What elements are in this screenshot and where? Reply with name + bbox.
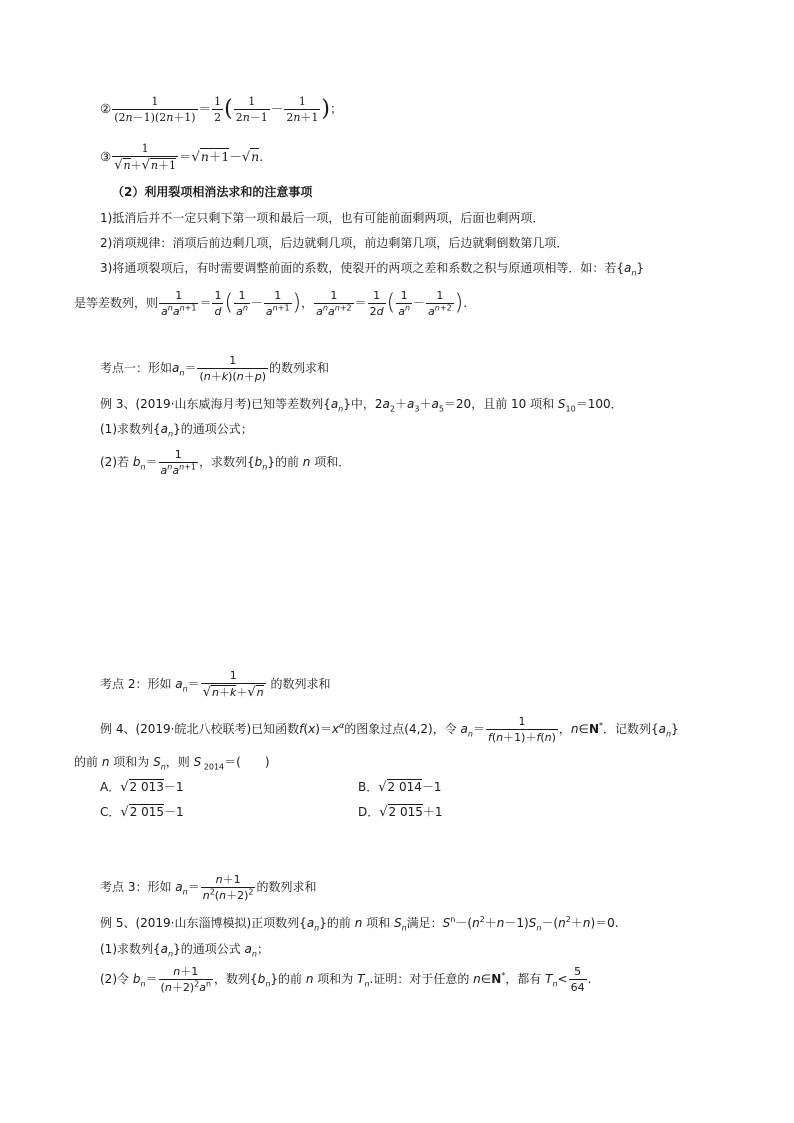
kaodian-2: 考点 2：形如 $a_n=$ $\frac{1}{√n+k+√n}$ 的数列求和: [100, 669, 331, 700]
kaodian-1: 考点一：形如$a_n=$ $\frac{1}{(n+k)(n+p)}$ 的数列求和: [100, 354, 329, 383]
ex5-line1: 例 5、(2019·山东淄博模拟)正项数列$\{a_n\}$的前 n 项和 $S_n$满足：$S^n-(n^2+n-1)S_n-(n^2+n)=0$.: [100, 915, 619, 933]
kaodian-3: 考点 3：形如 $a_n=$ $\frac{n+1}{n^2(n+2)^2}$ 的数列求和: [100, 873, 317, 902]
ex3-q2: (2)若 $b_n=$ $\frac{1}{a^na^{n+1}}$ ，求数列$\{b_n\}$的前 n 项和．: [100, 448, 351, 477]
ex3-q1: (1)求数列$\{a_n\}$的通项公式；: [100, 422, 253, 439]
ex4-option-b[interactable]: B．√2 014－1: [358, 780, 442, 795]
ex5-q2: (2)令 $b_n=$ $\frac{n+1}{(n+2)^2a^n}$ ，数列$\{b_n\}$的前 n 项和为 $T_n$.证明：对于任意的 n∈N*，都有 $T_n<$ $\frac{5}{64}$ .: [100, 965, 592, 994]
formula-3: ③ $\frac{1}{√n+√n+1}$ ＝√n＋1－√n.: [100, 142, 264, 173]
note-2: 2)消项规律：消项后前边剩几项，后边就剩几项，前边剩第几项，后边就剩倒数第几项．: [100, 236, 569, 250]
ex4-option-c[interactable]: C．√2 015－1: [100, 805, 184, 820]
note-1: 1)抵消后并不一定只剩下第一项和最后一项，也有可能前面剩两项，后面也剩两项．: [100, 211, 545, 225]
note-3a: 3)将通项裂项后，有时需要调整前面的系数，使裂开的两项之差和系数之积与原通项相等．如：若$\{a_n\}$: [100, 261, 645, 278]
ex4-option-a[interactable]: A．√2 013－1: [100, 780, 184, 795]
formula-2: ② $\frac{1}{(2n-1)(2n+1)}$ ＝ $\frac{1}{2}$ ( $\frac{1}{2n-1}$ － $\frac{1}{2n+1}$ )；: [100, 95, 343, 124]
ex5-q1: (1)求数列$\{a_n\}$的通项公式 $a_n$；: [100, 942, 269, 959]
section-2-title: （2）利用裂项相消法求和的注意事项: [112, 185, 313, 199]
note-3b: 是等差数列，则 $\frac{1}{a^na^{n+1}}$ ＝ $\frac{1}{d}$ ( $\frac{1}{a^n}$ － $\frac{1}{a^{n+1}}$ )， $\frac{1}{a^na^{n+2}}$ ＝ $\frac{1}{2d}$ ( $\frac{1}{a^n}$ － $\frac{1}{a^{n+2}}$ ).: [74, 289, 468, 318]
ex4-line1: 例 4、(2019·皖北八校联考)已知函数$f(x)=x^\alpha$的图象过点(4,2)，令 $a_n=$ $\frac{1}{f(n+1)+f(n)}$ ，n∈N*．记数列$\{a_n\}$: [100, 715, 679, 744]
ex3-line1: 例 3、(2019·山东威海月考)已知等差数列$\{a_n\}$中，$2a_2+a_3+a_5=20$，且前 10 项和 $S_{10}=100$．: [100, 397, 623, 414]
ex4-option-d[interactable]: D．√2 015＋1: [358, 805, 443, 820]
ex4-line2: 的前 n 项和为 $S_n$，则 S $_{2014}$＝( ): [74, 755, 270, 772]
